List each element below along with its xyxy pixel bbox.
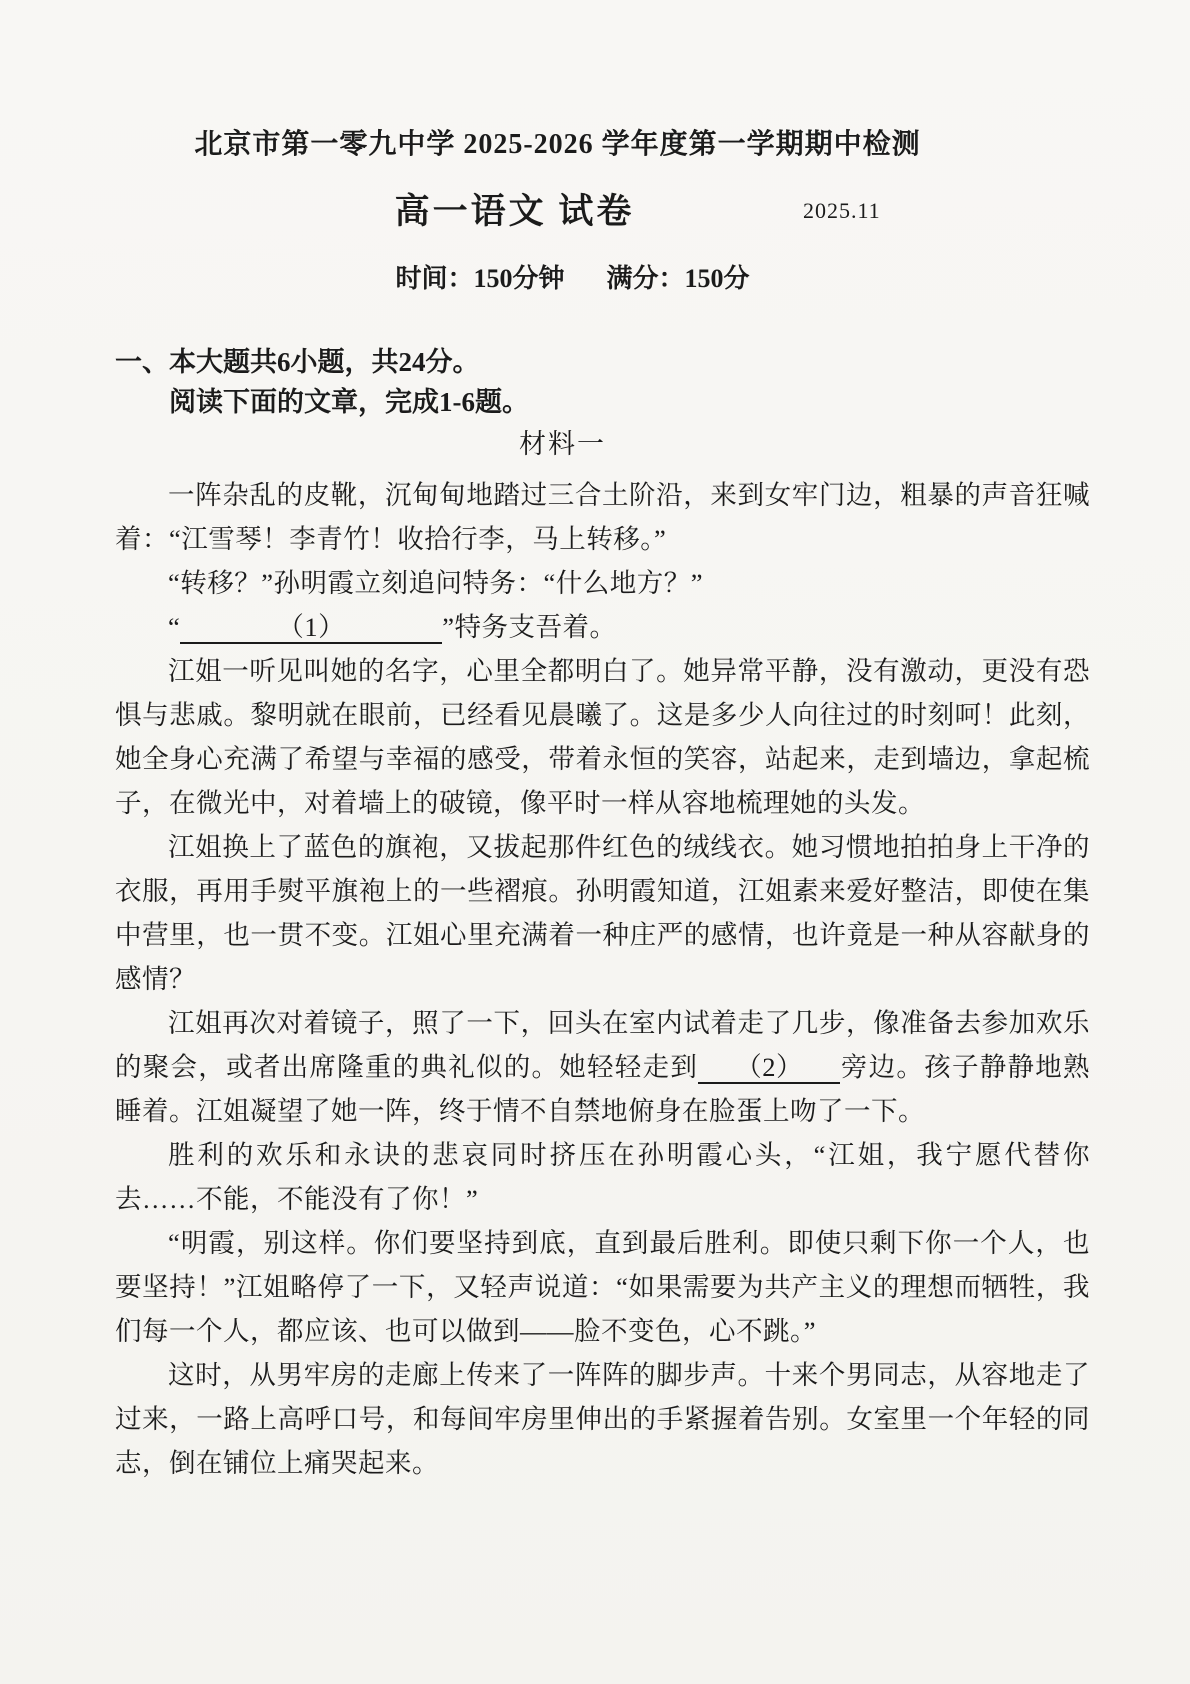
section-one-instruction: 阅读下面的文章，完成1-6题。 bbox=[169, 387, 529, 417]
school-exam-line: 北京市第一零九中学 2025-2026 学年度第一学期期中检测 bbox=[194, 129, 921, 160]
paragraph-3-after-text: ”特务支吾着。 bbox=[442, 612, 617, 642]
passage-paragraph-8: “明霞，别这样。你们要坚持到底，直到最后胜利。即使只剩下你一个人，也要坚持！”江姐略停了一下，又轻声说道：“如果需要为共产主义的理想而牺牲，我们每一个人，都应该、也可以做到——脸不变色，心不跳。” bbox=[115, 1228, 1090, 1346]
exam-title: 高一语文 试卷 bbox=[394, 192, 635, 231]
reading-passage bbox=[115, 473, 1090, 1485]
title-row bbox=[115, 184, 1090, 232]
fill-in-blank-1: （1） bbox=[180, 612, 442, 644]
section-one-heading: 一、本大题共6小题，共24分。 bbox=[115, 347, 480, 377]
exam-date: 2025.11 bbox=[803, 198, 881, 223]
passage-paragraph-5: 江姐换上了蓝色的旗袍，又拔起那件红色的绒线衣。她习惯地拍拍身上干净的衣服，再用手熨平旗袍上的一些褶痕。孙明霞知道，江姐素来爱好整洁，即使在集中营里，也一贯不变。江姐心里充满着一种庄严的感情，也许竟是一种从容献身的感情？ bbox=[115, 832, 1090, 994]
material-one-label: 材料一 bbox=[519, 429, 606, 459]
fill-in-blank-2: （2） bbox=[698, 1052, 840, 1084]
passage-paragraph-3 bbox=[115, 605, 1090, 649]
passage-paragraph-7: 胜利的欢乐和永诀的悲哀同时挤压在孙明霞心头，“江姐，我宁愿代替你去……不能，不能没有了你！” bbox=[115, 1140, 1090, 1214]
time-limit-label: 时间：150分钟 bbox=[395, 264, 565, 293]
paragraph-6-before-text: 江姐再次对着镜子，照了一下，回头在室内试着走了几步，像准备去参加欢乐的聚会，或者出席隆重的典礼似的。她轻轻走到 bbox=[115, 1008, 1090, 1082]
paragraph-6-after-text: 旁边。孩子静静地熟睡着。江姐凝望了她一阵，终于情不自禁地俯身在脸蛋上吻了一下。 bbox=[115, 1052, 1091, 1126]
full-score-label: 满分：150分 bbox=[606, 264, 750, 293]
exam-info-line bbox=[85, 258, 1060, 295]
passage-paragraph-4: 江姐一听见叫她的名字，心里全都明白了。她异常平静，没有激动，更没有恐惧与悲戚。黎明就在眼前，已经看见晨曦了。这是多少人向往过的时刻呵！此刻，她全身心充满了希望与幸福的感受，带着永恒的笑容，站起来，走到墙边，拿起梳子，在微光中，对着墙上的破镜，像平时一样从容地梳理她的头发。 bbox=[115, 656, 1090, 818]
passage-paragraph-2: “转移？”孙明霞立刻追问特务：“什么地方？” bbox=[168, 568, 704, 598]
passage-paragraph-9: 这时，从男牢房的走廊上传来了一阵阵的脚步声。十来个男同志，从容地走了过来，一路上高呼口号，和每间牢房里伸出的手紧握着告别。女室里一个年轻的同志，倒在铺位上痛哭起来。 bbox=[115, 1360, 1090, 1478]
page-content bbox=[115, 128, 1090, 1485]
exam-header bbox=[115, 128, 1090, 295]
section-one bbox=[115, 345, 1090, 1485]
passage-paragraph-6 bbox=[115, 1001, 1090, 1133]
passage-paragraph-1: 一阵杂乱的皮靴，沉甸甸地踏过三合土阶沿，来到女牢门边，粗暴的声音狂喊着：“江雪琴！李青竹！收拾行李，马上转移。” bbox=[115, 480, 1090, 554]
paragraph-3-open-quote: “ bbox=[168, 612, 181, 642]
